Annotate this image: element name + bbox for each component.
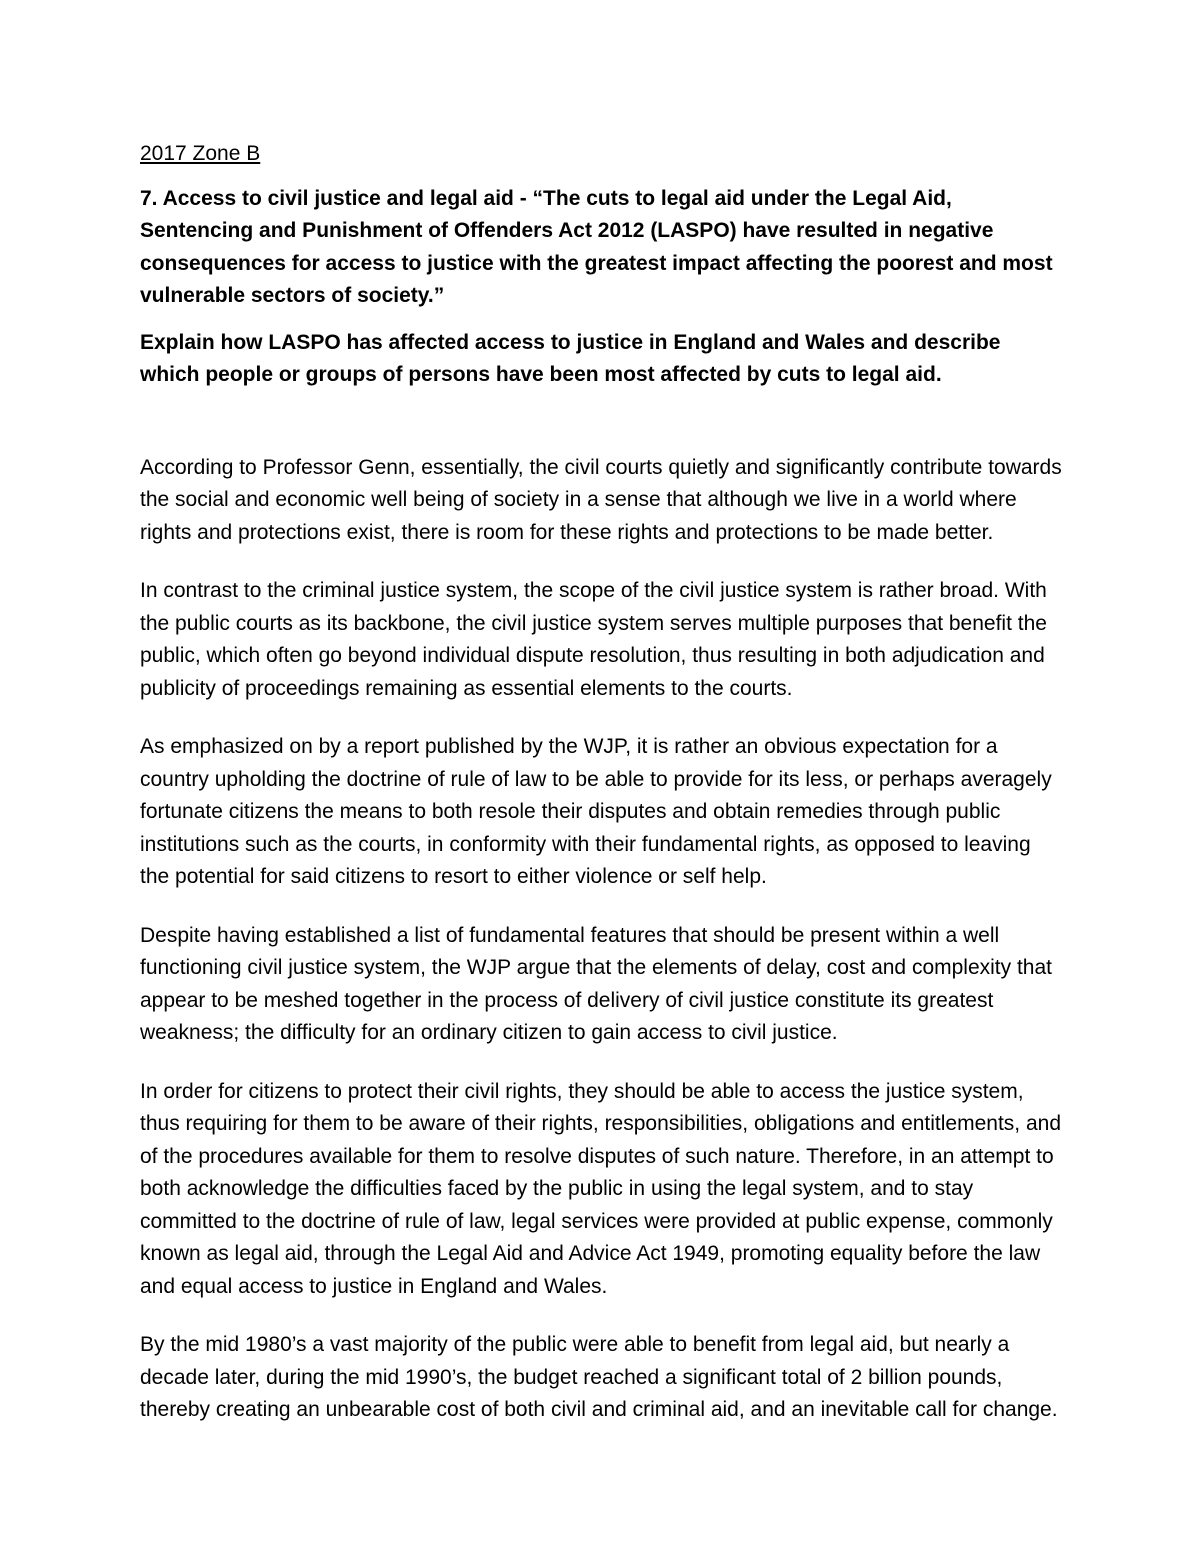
paragraph: In order for citizens to protect their civil rights, they should be able to access the justice system, thus requiring for them to be aware of their rights, responsibilities, obligations and entitlements, and of the procedures available for them to resolve disputes of such nature. Therefore, in an attempt to both acknowledge the difficulties faced by the public in using the legal system, and to stay committed to the doctrine of rule of law, legal services were provided at public expense, commonly known as legal aid, through the Legal Aid and Advice Act 1949, promoting equality before the law and equal access to justice in England and Wales.: [140, 1079, 1062, 1298]
document-heading: 2017 Zone B: [140, 142, 261, 165]
instruction-text: Explain how LASPO has affected access to justice in England and Wales and describe which people or groups of persons have been most affected by cuts to legal aid.: [140, 330, 1001, 386]
question-text: 7. Access to civil justice and legal aid - “The cuts to legal aid under the Legal Aid, Sentencing and Punishment of Offenders Act 2012 (LASPO) have resulted in negative consequences for access to justice with the greatest impact affecting the poorest and most vulnerable sectors of society.”: [140, 186, 1053, 307]
paragraph: By the mid 1980’s a vast majority of the public were able to benefit from legal aid, but nearly a decade later, during the mid 1990’s, the budget reached a significant total of 2 billion pounds, thereby creating an unbearable cost of both civil and criminal aid, and an inevitable call for change.: [140, 1333, 1058, 1421]
paragraph: Despite having established a list of fundamental features that should be present within a well functioning civil justice system, the WJP argue that the elements of delay, cost and complexity that appear to be meshed together in the process of delivery of civil justice constitute its greatest weakness; the difficulty for an ordinary citizen to gain access to civil justice.: [140, 923, 1053, 1044]
paragraph: According to Professor Genn, essentially, the civil courts quietly and significantly contribute towards the social and economic well being of society in a sense that although we live in a world where rights and protections exist, there is room for these rights and protections to be made better.: [140, 455, 1062, 544]
paragraph: In contrast to the criminal justice system, the scope of the civil justice system is rather broad. With the public courts as its backbone, the civil justice system serves multiple purposes that benefit the public, which often go beyond individual dispute resolution, thus resulting in both adjudication and publicity of proceedings remaining as essential elements to the courts.: [140, 579, 1047, 700]
paragraph: As emphasized on by a report published by the WJP, it is rather an obvious expectation for a country upholding the doctrine of rule of law to be able to provide for its less, or perhaps averagely fortunate citizens the means to both resole their disputes and obtain remedies through public institutions such as the courts, in conformity with their fundamental rights, as opposed to leaving the potential for said citizens to resort to either violence or self help.: [140, 735, 1052, 888]
document-body: [140, 138, 1065, 1453]
